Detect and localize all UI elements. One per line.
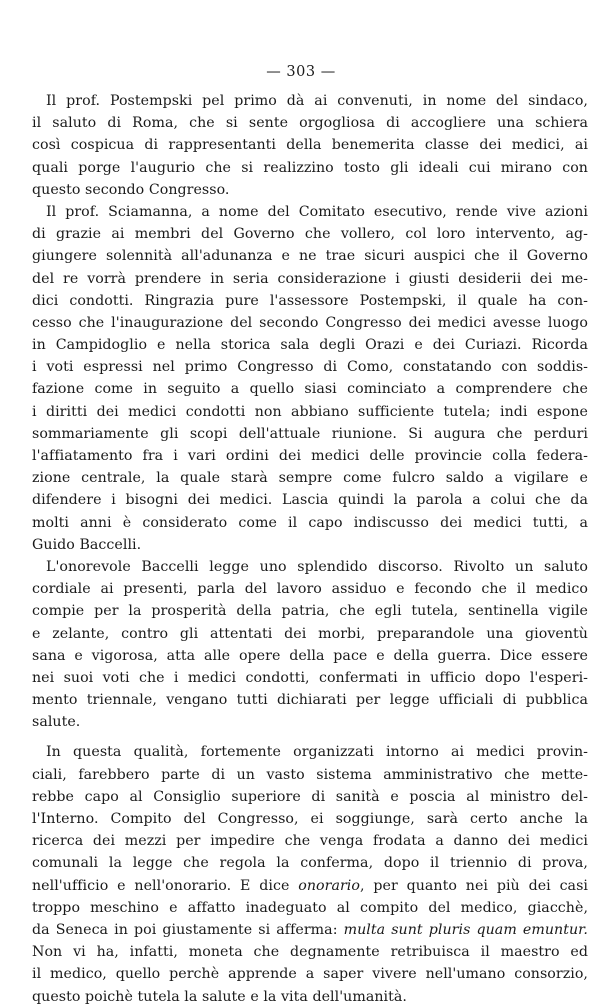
text-segment: , per quanto nei più dei casi <box>359 877 588 894</box>
text-line: il medico, quello perchè apprende a saper vivere nell'umano consorzio, <box>32 966 588 983</box>
text-line: compie per la prosperità della patria, che egli tutela, sentinella vigile <box>32 603 588 620</box>
text-line: zione centrale, la quale starà sempre come fulcro saldo a vigilare e <box>32 470 588 487</box>
paragraph <box>32 201 588 556</box>
paragraph-gap <box>32 733 588 741</box>
text-line: dici condotti. Ringrazia pure l'assessore Postempski, il quale ha con- <box>32 292 588 309</box>
text-line: comunali la legge che regola la conferma, dopo il triennio di prova, <box>32 855 588 872</box>
text-line <box>32 875 588 897</box>
text-line: il saluto di Roma, che si sente orgogliosa di accogliere una schiera <box>32 115 588 132</box>
text-line: mento triennale, vengano tutti dichiarati per legge ufficiali di pubblica <box>32 692 588 709</box>
text-line: troppo meschino e affatto inadeguato al compito del medico, giacchè, <box>32 899 588 916</box>
text-line: del re vorrà prendere in seria considerazione i giusti desiderii dei me- <box>32 270 588 287</box>
text-line: ciali, farebbero parte di un vasto sistema amministrativo che mette- <box>32 766 588 783</box>
text-line: e zelante, contro gli attentati dei morbi, preparandole una gioventù <box>32 625 588 642</box>
text-line: Il prof. Sciamanna, a nome del Comitato esecutivo, rende vive azioni <box>46 203 588 220</box>
text-line: difendere i bisogni dei medici. Lascia quindi la parola a colui che da <box>32 492 588 509</box>
text-line: nei suoi voti che i medici condotti, confermati in ufficio dopo l'esperi- <box>32 669 588 686</box>
text-segment: da Seneca in poi giustamente si afferma: <box>32 921 344 938</box>
text-line: fazione come in seguito a quello siasi cominciato a comprendere che <box>32 381 588 398</box>
text-line: l'Interno. Compito del Congresso, ei soggiunge, sarà certo anche la <box>32 811 588 827</box>
latin-quote: multa sunt pluris quam emuntur. <box>343 921 588 938</box>
page-number: — 303 — <box>266 64 336 80</box>
text-line: così cospicua di rappresentanti della benemerita classe dei medici, ai <box>32 137 588 154</box>
text-line: l'affiatamento fra i vari ordini dei medici delle provincie colla federa- <box>32 448 588 464</box>
paragraph <box>32 90 588 201</box>
text-line: i diritti dei medici condotti non abbiano sufficiente tutela; indi espone <box>32 403 588 420</box>
text-line: giungere solennità all'adunanza e ne trae sicuri auspici che il Governo <box>32 248 588 265</box>
text-line <box>32 919 588 941</box>
text-line: In questa qualità, fortemente organizzati intorno ai medici provin- <box>46 744 588 761</box>
text-line: rebbe capo al Consiglio superiore di sanità e poscia al ministro del- <box>32 788 588 805</box>
text-line: cesso che l'inaugurazione del secondo Congresso dei medici avesse luogo <box>32 314 588 331</box>
text-line: molti anni è considerato come il capo indiscusso dei medici tutti, a <box>32 514 588 531</box>
text-line: i voti espressi nel primo Congresso di Como, constatando con soddis- <box>32 359 588 376</box>
text-segment: nell'ufficio e nell'onorario. E dice <box>32 877 299 894</box>
text-line: questo secondo Congresso. <box>32 181 230 198</box>
text-line: di grazie ai membri del Governo che vollero, col loro intervento, ag- <box>32 226 588 243</box>
italic-word: onorario <box>298 877 360 894</box>
paragraph <box>32 741 588 1007</box>
text-line: sana e vigorosa, atta alle opere della pace e della guerra. Dice essere <box>32 647 588 664</box>
text-line: questo poichè tutela la salute e la vita dell'umanità. <box>32 988 407 1005</box>
text-line: sommariamente gli scopi dell'attuale riunione. Si augura che perduri <box>32 425 588 442</box>
text-line: Il prof. Postempski pel primo dà ai convenuti, in nome del sindaco, <box>46 93 588 109</box>
text-line: salute. <box>32 714 81 731</box>
text-line: cordiale ai presenti, parla del lavoro assiduo e fecondo che il medico <box>32 581 588 598</box>
text-line: quali porge l'augurio che si realizzino tosto gli ideali cui mirano con <box>32 159 588 176</box>
text-line: Guido Baccelli. <box>32 536 142 553</box>
paragraph <box>32 556 588 734</box>
body-text <box>32 90 588 1008</box>
text-line: L'onorevole Baccelli legge uno splendido discorso. Rivolto un saluto <box>46 558 588 575</box>
text-line: in Campidoglio e nella storica sala degli Orazi e dei Curiazi. Ricorda <box>32 337 588 354</box>
text-line: Non vi ha, infatti, moneta che degnamente retribuisca il maestro ed <box>32 944 588 961</box>
text-line: ricerca dei mezzi per impedire che venga frodata a danno dei medici <box>32 833 588 850</box>
